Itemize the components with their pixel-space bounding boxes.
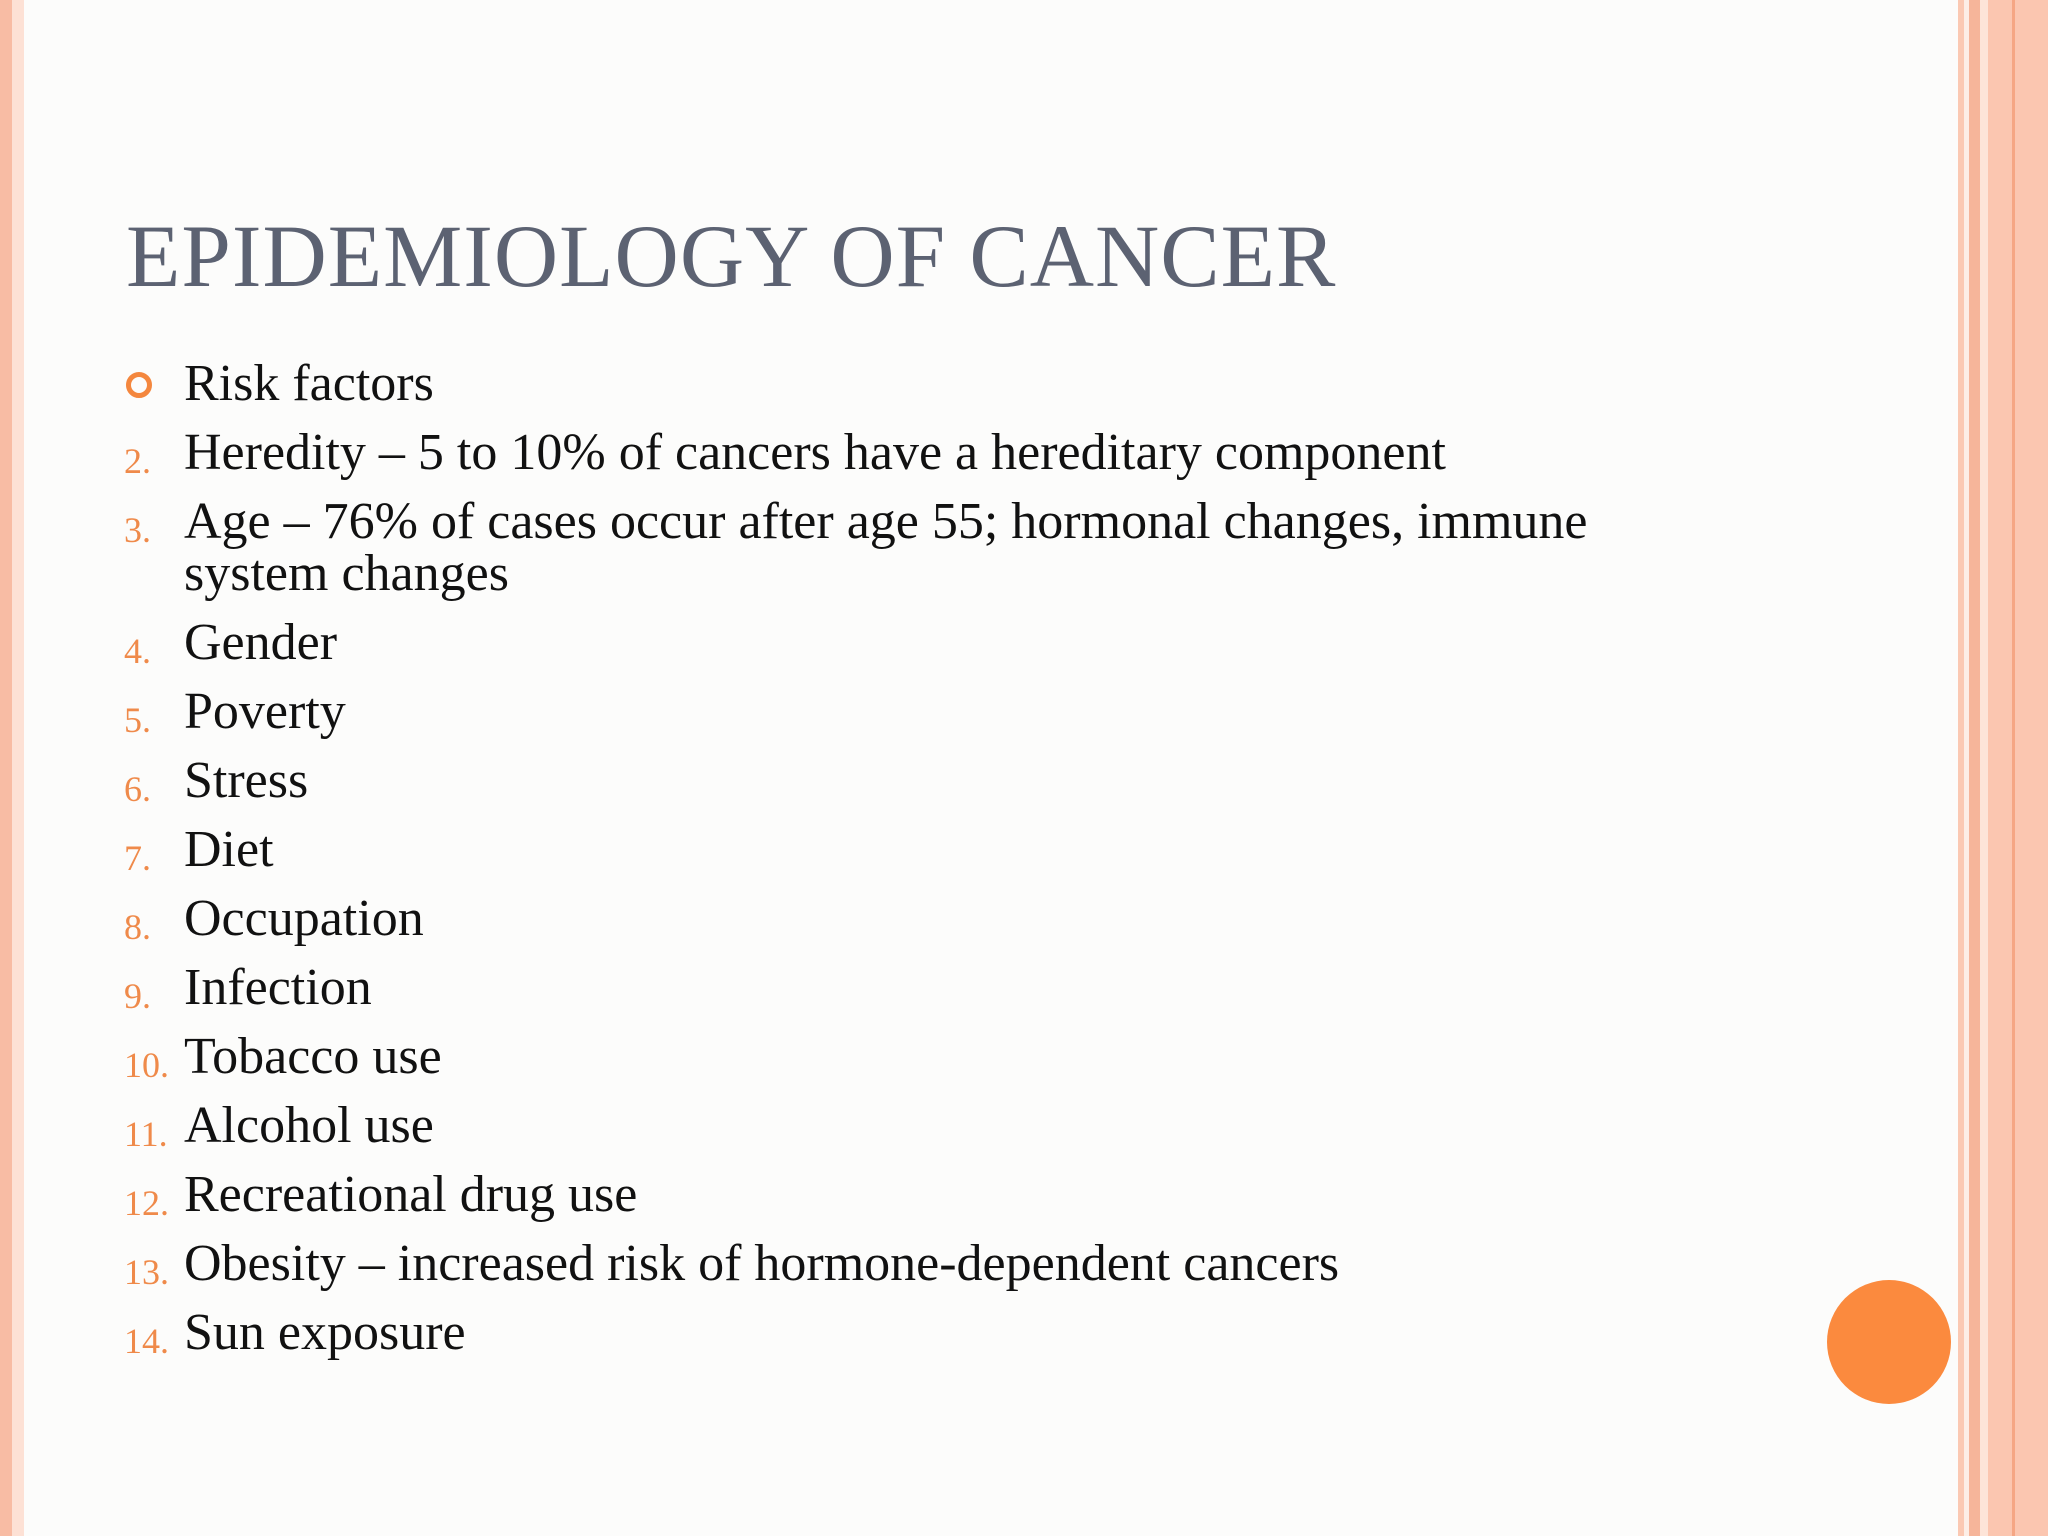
list-item-text: Recreational drug use (184, 1166, 638, 1223)
list-item (124, 752, 1744, 809)
list-item (124, 1304, 1744, 1361)
right-border-stripe (1988, 0, 2048, 1536)
list-item-text: Age – 76% of cases occur after age 55; hormonal changes, immune system changes (184, 493, 1588, 602)
list-item-text: Sun exposure (184, 1304, 466, 1361)
list-item (124, 1166, 1744, 1223)
list-item-text: Risk factors (184, 355, 434, 412)
left-border-stripe (0, 0, 12, 1536)
list-item (124, 424, 1744, 481)
list-item (124, 683, 1744, 740)
list-item-text: Gender (184, 614, 338, 671)
list-item-number: 11. (124, 1114, 168, 1154)
list-item-text: Heredity – 5 to 10% of cancers have a hereditary component (184, 424, 1446, 481)
list-item-number: 8. (124, 907, 151, 947)
list-item (124, 614, 1744, 671)
list-item-number: 5. (124, 700, 151, 740)
list-item-text: Obesity – increased risk of hormone-dependent cancers (184, 1235, 1340, 1292)
risk-factor-list (124, 355, 1744, 1376)
list-item-number: 12. (124, 1183, 169, 1223)
decorative-circle (1827, 1280, 1951, 1404)
list-item-number: 14. (124, 1321, 169, 1361)
list-item-text: Diet (184, 821, 274, 878)
list-item (124, 1235, 1744, 1292)
list-item (124, 959, 1744, 1016)
list-item-text: Poverty (184, 683, 346, 740)
list-item (124, 355, 1744, 412)
list-item-text: Alcohol use (184, 1097, 434, 1154)
list-item (124, 1097, 1744, 1154)
list-item-number: 13. (124, 1252, 169, 1292)
list-item (124, 1028, 1744, 1085)
right-border-stripe (2012, 0, 2015, 1536)
list-item (124, 890, 1744, 947)
list-item-number: 6. (124, 769, 151, 809)
list-item (124, 821, 1744, 878)
list-item-text: Occupation (184, 890, 424, 947)
right-border-stripe (1980, 0, 1988, 1536)
list-item-text: Tobacco use (184, 1028, 442, 1085)
slide-title: EPIDEMIOLOGY OF CANCER (126, 208, 1337, 306)
list-item-text: Stress (184, 752, 309, 809)
list-item-text: Infection (184, 959, 372, 1016)
list-item-number: 4. (124, 631, 151, 671)
ring-bullet-icon (126, 372, 152, 398)
list-item-number: 7. (124, 838, 151, 878)
list-item-number: 3. (124, 510, 151, 550)
list-item (124, 493, 1744, 602)
left-border-stripe-inner (12, 0, 24, 1536)
right-border-stripe (1969, 0, 1980, 1536)
list-item-number: 9. (124, 976, 151, 1016)
list-item-number: 2. (124, 441, 151, 481)
list-item-number: 10. (124, 1045, 169, 1085)
